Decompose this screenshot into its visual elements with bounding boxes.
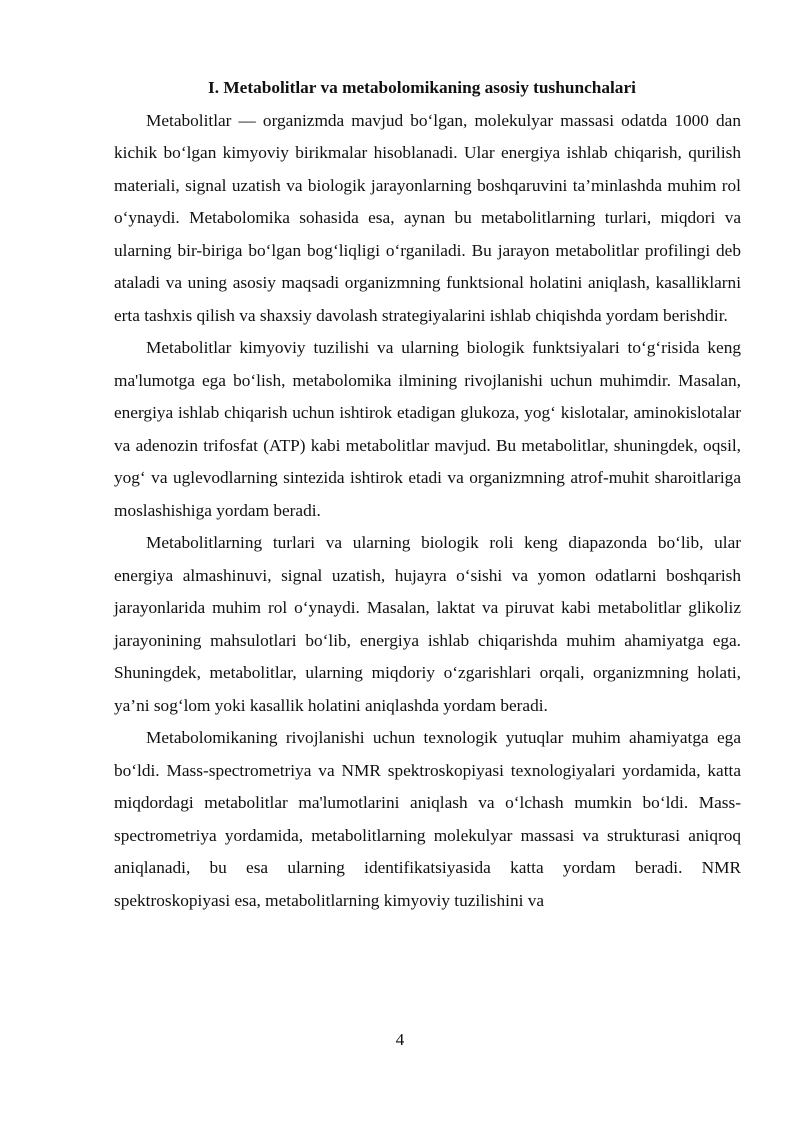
paragraph-metabolites-definition: Metabolitlar — organizmda mavjud bo‘lgan, molekulyar massasi odatda 1000 dan kichik bo‘lgan kimyoviy birikmalar hisoblanadi. Ular energiya ishlab chiqarish, qurilish materiali, signal uzatish va biologik jarayonlarning boshqaruvini ta’minlashda muhim rol o‘ynaydi. Metabolomika sohasida esa, aynan bu metabolitlarning turlari, miqdori va ularning bir-biriga bo‘lgan bog‘liqligi o‘rganiladi. Bu jarayon metabolitlar profilingi deb ataladi va uning asosiy maqsadi organizmning funktsional holatini aniqlash, kasalliklarni erta tashxis qilish va shaxsiy davolash strategiyalarini ishlab chiqishda yordam berishdir. [114,110,741,325]
section-heading: I. Metabolitlar va metabolomikaning asosiy tushunchalari [208,78,636,97]
page-number: 4 [395,1030,405,1049]
paragraph-technology: Metabolomikaning rivojlanishi uchun texnologik yutuqlar muhim ahamiyatga ega bo‘ldi. Mass-spectrometriya va NMR spektroskopiyasi texnologiyalari yordamida, katta miqdordagi metabolitlar ma'lumotlarini aniqlash va o‘lchash mumkin bo‘ldi. Mass-spectrometriya yordamida, metabolitlarning molekulyar massasi va strukturasi aniqroq aniqlanadi, bu esa ularning identifikatsiyasida katta yordam beradi. NMR spektroskopiyasi esa, metabolitlarning kimyoviy tuzilishini va [114,728,741,910]
paragraph-chemical-structure: Metabolitlar kimyoviy tuzilishi va ularning biologik funktsiyalari to‘g‘risida keng ma'lumotga ega bo‘lish, metabolomika ilmining rivojlanishi uchun muhimdir. Masalan, energiya ishlab chiqarish uchun ishtirok etadigan glukoza, yog‘ kislotalar, aminokislotalar va adenozin trifosfat (ATP) kabi metabolitlar mavjud. Bu metabolitlar, shuningdek, oqsil, yog‘ va uglevodlarning sintezida ishtirok etadi va organizmning atrof-muhit sharoitlariga moslashishiga yordam beradi. [114,338,741,520]
page-content [114,72,741,917]
paragraph-biological-role: Metabolitlarning turlari va ularning biologik roli keng diapazonda bo‘lib, ular energiya almashinuvi, signal uzatish, hujayra o‘sishi va yomon odatlarni boshqarish jarayonlarida muhim rol o‘ynaydi. Masalan, laktat va piruvat kabi metabolitlar glikoliz jarayonining mahsulotlari bo‘lib, energiya ishlab chiqarishda muhim ahamiyatga ega. Shuningdek, metabolitlar, ularning miqdoriy o‘zgarishlari orqali, organizmning holati, ya’ni sog‘lom yoki kasallik holatini aniqlashda yordam beradi. [114,533,741,715]
